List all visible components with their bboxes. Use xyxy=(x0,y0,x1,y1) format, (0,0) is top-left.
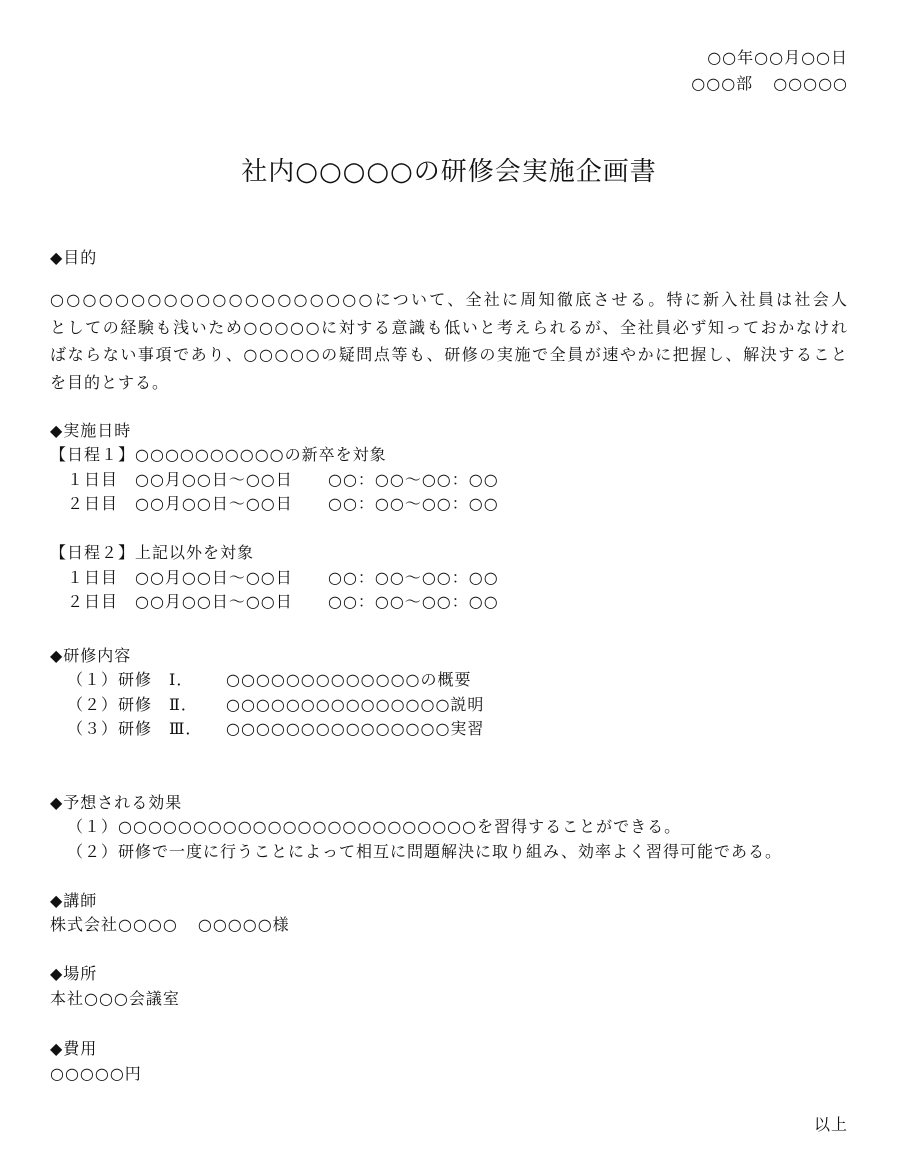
item-name: 研修 xyxy=(118,719,153,739)
schedule-day-row xyxy=(50,590,848,615)
closing-remark: 以上 xyxy=(813,1115,848,1134)
effect-item xyxy=(50,815,848,840)
purpose-paragraph-line: を目的とする。 xyxy=(50,372,170,392)
item-name: 研修 xyxy=(118,694,153,714)
schedule-day-row xyxy=(50,566,848,591)
schedule-label: 【日程１】 xyxy=(50,445,136,465)
effect-text: 研修で一度に行うことによって相互に問題解決に取り組み、効率よく習得可能である。 xyxy=(118,841,782,861)
time-range: ○○：○○～○○：○○ xyxy=(328,469,499,489)
item-text: ○○○○○○○○○○○○○の概要 xyxy=(226,670,472,690)
schedule-group-title xyxy=(50,443,848,468)
venue-text: 本社○○○会議室 xyxy=(50,988,180,1008)
schedule-day-row xyxy=(50,468,848,493)
venue-section xyxy=(50,962,848,1011)
author-name: ○○○○○ xyxy=(773,74,848,93)
training-item xyxy=(50,693,848,718)
effect-text: ○○○○○○○○○○○○○○○○○○○○○○○○を習得することができる。 xyxy=(118,817,682,837)
purpose-section xyxy=(50,246,848,397)
document-body xyxy=(50,246,848,1086)
purpose-paragraph xyxy=(50,286,848,396)
training-content-heading: ◆研修内容 xyxy=(50,645,132,665)
training-item xyxy=(50,717,848,742)
lecturer-name: ○○○○○様 xyxy=(197,915,290,935)
item-number: （２） xyxy=(67,694,119,714)
effect-item xyxy=(50,840,848,865)
date-range: ○○月○○日～○○日 xyxy=(135,469,293,489)
expected-effects-heading: ◆予想される効果 xyxy=(50,792,183,812)
department-name: ○○○部 xyxy=(691,74,754,93)
purpose-paragraph-line: としての経験も浅いため○○○○○に対する意識も低いと考えられるが、全社員必ず知っておかなけれ xyxy=(50,317,848,337)
schedule-target: 上記以外を対象 xyxy=(135,543,255,563)
item-roman-numeral: Ⅱ． xyxy=(169,694,198,714)
item-text: ○○○○○○○○○○○○○○○説明 xyxy=(226,694,485,714)
day-label: ２日目 xyxy=(67,592,119,612)
day-label: １日目 xyxy=(67,567,119,587)
schedule-heading: ◆実施日時 xyxy=(50,420,132,440)
author-line xyxy=(691,71,848,97)
document-title: 社内○○○○○の研修会実施企画書 xyxy=(241,157,657,187)
expected-effects-section xyxy=(50,791,848,865)
schedule-group-1 xyxy=(50,443,848,517)
purpose-heading: ◆目的 xyxy=(50,248,98,267)
schedule-group-title xyxy=(50,541,848,566)
schedule-label: 【日程２】 xyxy=(50,543,136,563)
training-item xyxy=(50,668,848,693)
item-number: （１） xyxy=(67,670,119,690)
effect-number: （２） xyxy=(67,841,119,861)
date-range: ○○月○○日～○○日 xyxy=(135,567,293,587)
cost-section xyxy=(50,1037,848,1086)
time-range: ○○：○○～○○：○○ xyxy=(328,567,499,587)
time-range: ○○：○○～○○：○○ xyxy=(328,592,499,612)
schedule-day-row xyxy=(50,492,848,517)
purpose-paragraph-line: ばならない事項であり、○○○○○の疑問点等も、研修の実施で全員が速やかに把握し、解決すること xyxy=(50,345,848,365)
day-label: ２日目 xyxy=(67,494,119,514)
date-range: ○○月○○日～○○日 xyxy=(135,494,293,514)
item-number: （３） xyxy=(67,719,119,739)
lecturer-heading: ◆講師 xyxy=(50,890,98,910)
item-text: ○○○○○○○○○○○○○○○実習 xyxy=(226,719,485,739)
cost-heading: ◆費用 xyxy=(50,1039,98,1059)
item-roman-numeral: Ⅰ． xyxy=(169,670,194,690)
document-date: ○○年○○月○○日 xyxy=(707,48,848,67)
item-name: 研修 xyxy=(118,670,153,690)
date-range: ○○月○○日～○○日 xyxy=(135,592,293,612)
purpose-paragraph-line: ○○○○○○○○○○○○○○○○○○○○について、全社に周知徹底させる。特に新入社員は社会人 xyxy=(50,290,848,310)
lecturer-section xyxy=(50,889,848,938)
lecturer-company: 株式会社○○○○ xyxy=(50,915,178,935)
schedule-section xyxy=(50,419,848,615)
item-roman-numeral: Ⅲ． xyxy=(169,719,203,739)
schedule-group-2 xyxy=(50,541,848,615)
training-content-section xyxy=(50,644,848,742)
effect-number: （１） xyxy=(67,817,119,837)
lecturer-line xyxy=(50,913,848,938)
day-label: １日目 xyxy=(67,469,119,489)
document-header xyxy=(691,45,848,97)
venue-heading: ◆場所 xyxy=(50,964,98,984)
time-range: ○○：○○～○○：○○ xyxy=(328,494,499,514)
cost-text: ○○○○○円 xyxy=(50,1063,142,1083)
schedule-target: ○○○○○○○○○○の新卒を対象 xyxy=(135,445,387,465)
